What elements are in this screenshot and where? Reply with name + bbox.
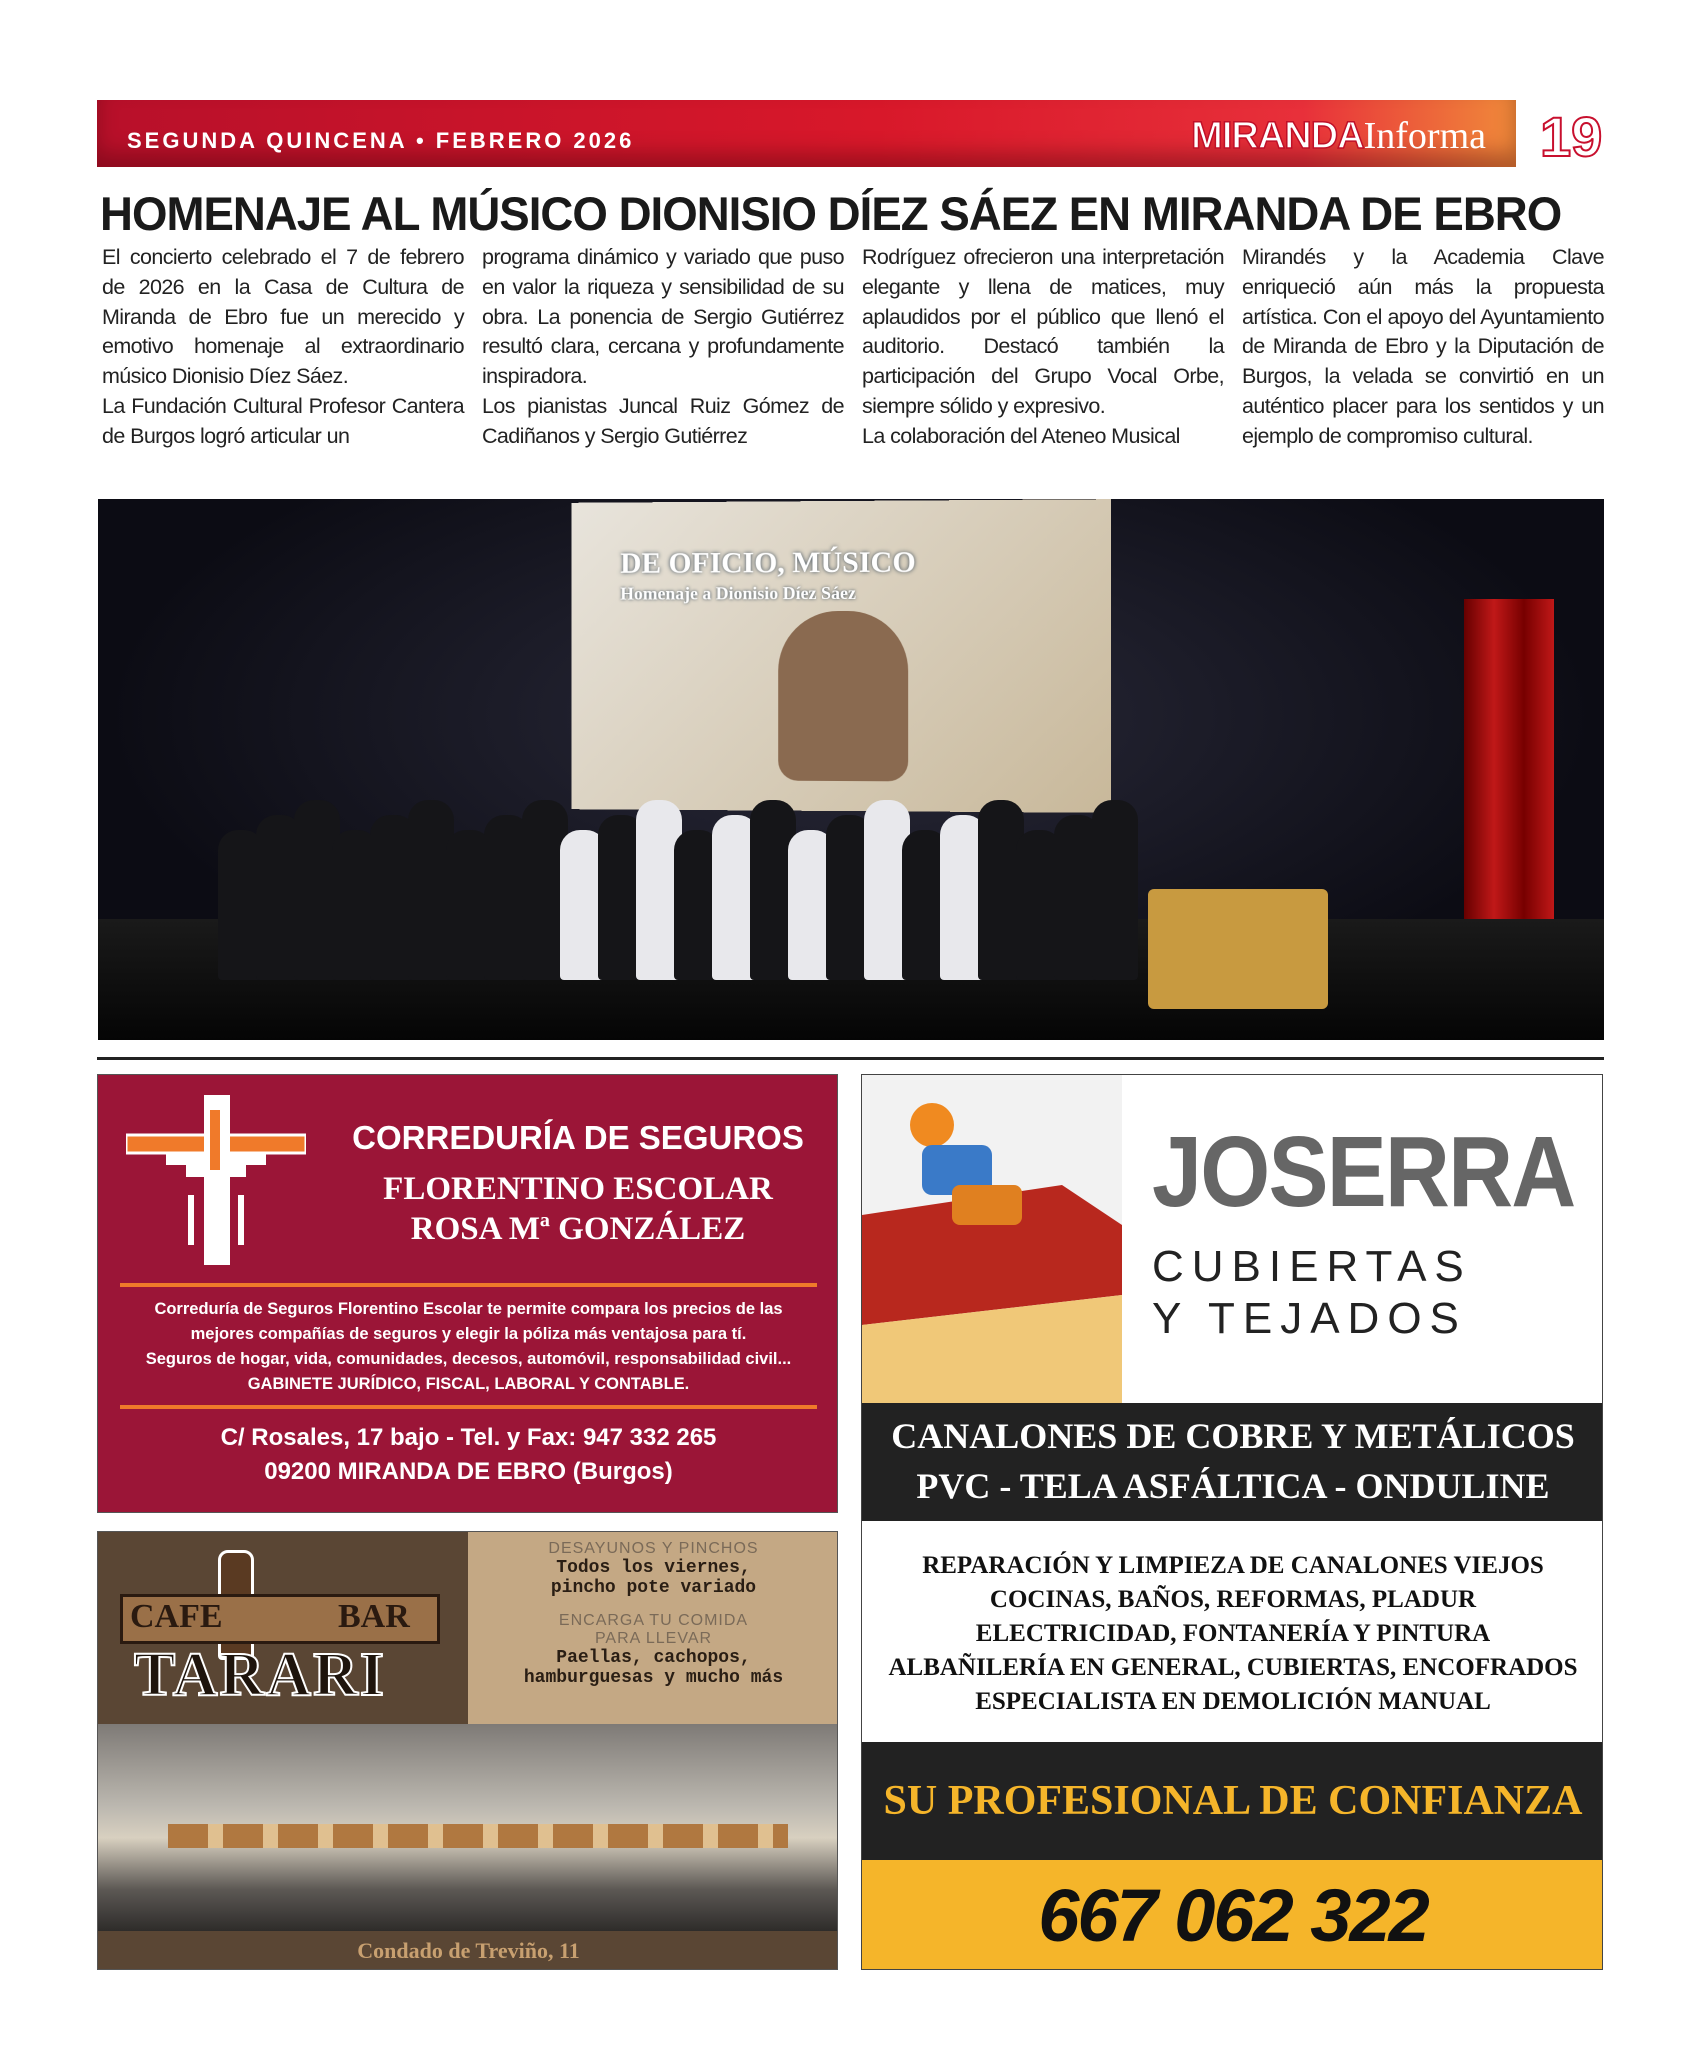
cafe-info: DESAYUNOS Y PINCHOS Todos los viernes, pincho pote variado ENCARGA TU COMIDA PARA LLEVAR Paellas, cachopos, hamburguesas y mucho más xyxy=(468,1532,838,1724)
roofer-illustration xyxy=(862,1075,1122,1403)
article-column-3: Rodríguez ofrecieron una interpretación elegante y llena de matices, muy aplaudidos por el público que llenó el auditorio. Destacó también la participación del Grupo Vocal Orbe, siempre sólido y expresivo. La colaboración del Ateneo Musical xyxy=(862,245,1224,448)
company-tagline: CUBIERTAS Y TEJADOS xyxy=(1152,1242,1472,1343)
display-counter-photo xyxy=(98,1724,838,1931)
page-header-bar xyxy=(97,100,1516,167)
service-item: ALBAÑILERÍA EN GENERAL, CUBIERTAS, ENCOFRADOS xyxy=(888,1654,1578,1681)
products-band: CANALONES DE COBRE Y METÁLICOS PVC - TELA ASFÁLTICA - ONDULINE xyxy=(862,1403,1603,1521)
ad-description: Correduría de Seguros Florentino Escolar te permite compara los precios de las mejores compañías de seguros y elegir la póliza más ventajosa para tí. Seguros de hogar, vida, comunidades, decesos, automóvil, responsabilidad civil... GABINETE JURÍDICO, FISCAL, LABORAL Y CONTABLE. xyxy=(145,1300,792,1393)
issue-date: SEGUNDA QUINCENA • FEBRERO 2026 xyxy=(127,128,635,153)
projection-screen xyxy=(571,499,1111,813)
divider xyxy=(120,1283,817,1287)
tarari-logo: CAFE BAR TARARI xyxy=(118,1542,448,1712)
insurance-ad xyxy=(97,1074,838,1513)
thunderbird-logo xyxy=(126,1095,306,1265)
choir-member xyxy=(1092,800,1138,980)
page-number: 19 xyxy=(1540,105,1603,168)
phone-number[interactable]: 667 062 322 xyxy=(862,1860,1603,1970)
cafe-address: Condado de Treviño, 11 xyxy=(357,1938,580,1963)
service-item: COCINAS, BAÑOS, REFORMAS, PLADUR xyxy=(989,1586,1477,1613)
masthead-logo: MIRANDAInforma xyxy=(1191,115,1486,157)
section-divider xyxy=(97,1057,1604,1060)
screen-subtitle: Homenaje a Dionisio Díez Sáez xyxy=(620,582,856,604)
company-name: JOSERRA xyxy=(1152,1116,1575,1228)
slogan: SU PROFESIONAL DE CONFIANZA xyxy=(862,1742,1603,1860)
article-column-4: Mirandés y la Academia Clave enriqueció aún más la propuesta artística. Con el apoyo del Ayuntamiento de Miranda de Ebro y la Diputación de Burgos, la velada se convirtió en un auténtico placer para los sentidos y un ejemplo de compromiso cultural. xyxy=(1242,245,1604,448)
ad-heading: CORREDURÍA DE SEGUROS xyxy=(352,1119,804,1156)
divider xyxy=(120,1405,817,1409)
ad-names: FLORENTINO ESCOLAR ROSA Mª GONZÁLEZ xyxy=(383,1171,773,1247)
concert-photo xyxy=(98,499,1604,1040)
ad-address: C/ Rosales, 17 bajo - Tel. y Fax: 947 332 265 09200 MIRANDA DE EBRO (Burgos) xyxy=(220,1424,717,1485)
service-item: ESPECIALISTA EN DEMOLICIÓN MANUAL xyxy=(975,1688,1491,1715)
services-list xyxy=(862,1521,1603,1742)
portrait xyxy=(778,611,908,782)
screen-title: DE OFICIO, MÚSICO xyxy=(620,545,916,580)
article-column-2: programa dinámico y variado que puso en valor la riqueza y sensibilidad de su obra. La ponencia de Sergio Gutiérrez resultó clara, cercana y profundamente inspiradora. Los pianistas Juncal Ruiz Gómez de Cadiñanos y Sergio Gutiérrez xyxy=(482,245,844,448)
cafe-bar-ad xyxy=(97,1531,838,1970)
service-item: ELECTRICIDAD, FONTANERÍA Y PINTURA xyxy=(975,1620,1491,1647)
article-column-1: El concierto celebrado el 7 de febrero de 2026 en la Casa de Cultura de Miranda de Ebro fue un merecido y emotivo homenaje al extraordinario músico Dionisio Díez Sáez. La Fundación Cultural Profesor Cantera de Burgos logró articular un xyxy=(102,245,464,448)
table xyxy=(1148,889,1328,1009)
roofing-ad xyxy=(861,1074,1603,1970)
service-item: REPARACIÓN Y LIMPIEZA DE CANALONES VIEJOS xyxy=(922,1552,1544,1579)
article-title: HOMENAJE AL MÚSICO DIONISIO DÍEZ SÁEZ EN MIRANDA DE EBRO xyxy=(100,187,1562,240)
